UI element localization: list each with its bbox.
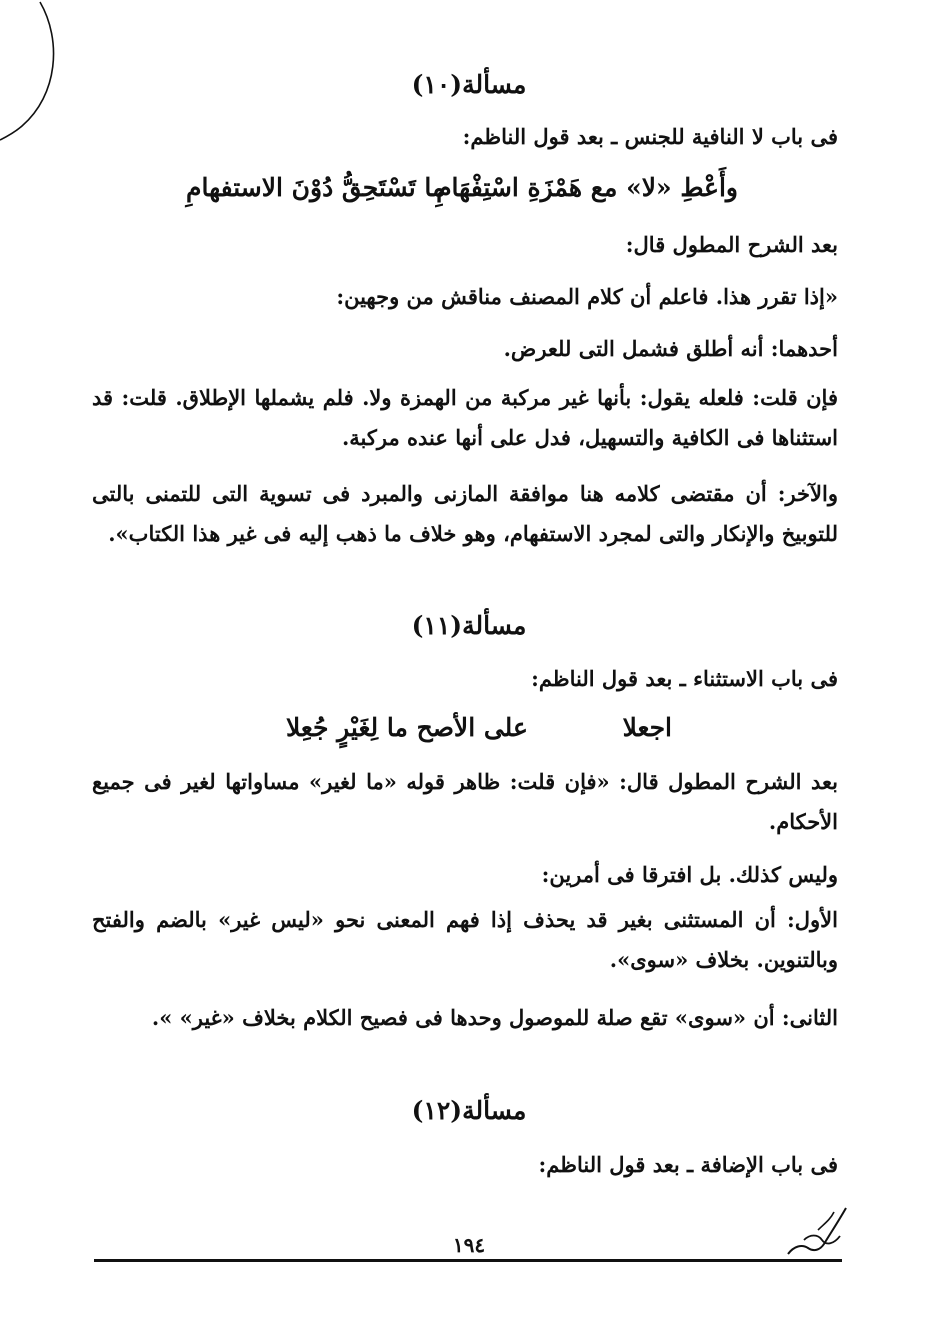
section-heading-12: مسألة(١٢) <box>411 1096 527 1125</box>
section-11-not-so: وليس كذلك. بل افترقا فى أمرين: <box>541 862 838 887</box>
section-10-second-point-paragraph: والآخر: أن مقتضى كلامه هنا موافقة المازنى والمبرد فى تسوية التى للتمنى بالتى للتوبيخ والإنكار والتى لمجرد الاستفهام، وهو خلاف ما ذهب إليه فى غير هذا الكتاب». <box>92 481 838 546</box>
section-12-intro: فى باب الإضافة ـ بعد قول الناظم: <box>538 1152 838 1177</box>
section-11-intro: فى باب الاستثناء ـ بعد قول الناظم: <box>531 666 838 691</box>
page-number: ١٩٤ <box>452 1233 486 1257</box>
section-10-quote-start: «إذا تقرر هذا. فاعلم أن كلام المصنف مناقش من وجهين: <box>336 284 838 309</box>
section-10-verse-first-hemistich: وأَعْطِ «لا» مع هَمْزَةِ اسْتِفْهَامِ <box>436 173 738 202</box>
section-heading-11: مسألة(١١) <box>411 611 527 640</box>
section-10-after-commentary: بعد الشرح المطول قال: <box>625 232 838 257</box>
section-10-intro: فى باب لا النافية للجنس ـ بعد قول الناظم: <box>462 124 838 149</box>
section-11-verse-second-hemistich: على الأصح ما لِغَيْرٍ جُعِلا <box>286 713 528 742</box>
section-11-verse-first-hemistich: اجعلا <box>622 713 672 742</box>
section-10-first-point: أحدهما: أنه أطلق فشمل التى للعرض. <box>503 336 838 361</box>
section-10-objection-paragraph: فإن قلت: فلعله يقول: بأنها غير مركبة من الهمزة ولا. فلم يشملها الإطلاق. قلت: قد استثناها فى الكافية والتسهيل، فدل على أنها عنده مركبة. <box>92 385 838 450</box>
section-11-second-difference: الثانى: أن «سوى» تقع صلة للموصول وحدها فى فصيح الكلام بخلاف «غير» ». <box>151 1005 838 1030</box>
section-10-verse-second-hemistich: ما تَسْتَحِقُّ دُوْنَ الاستفهامِ <box>186 173 446 202</box>
section-11-commentary-paragraph: بعد الشرح المطول قال: «فإن قلت: ظاهر قوله «ما لغير» مساواتها لغير فى جميع الأحكام. <box>92 769 838 834</box>
footer-rule <box>94 1259 842 1262</box>
section-11-first-difference: الأول: أن المستثنى بغير قد يحذف إذا فهم المعنى نحو «ليس غير» بالضم والفتح وبالتنوين. بخلاف «سوى». <box>92 907 838 972</box>
section-heading-10: مسألة(١٠) <box>411 70 527 99</box>
